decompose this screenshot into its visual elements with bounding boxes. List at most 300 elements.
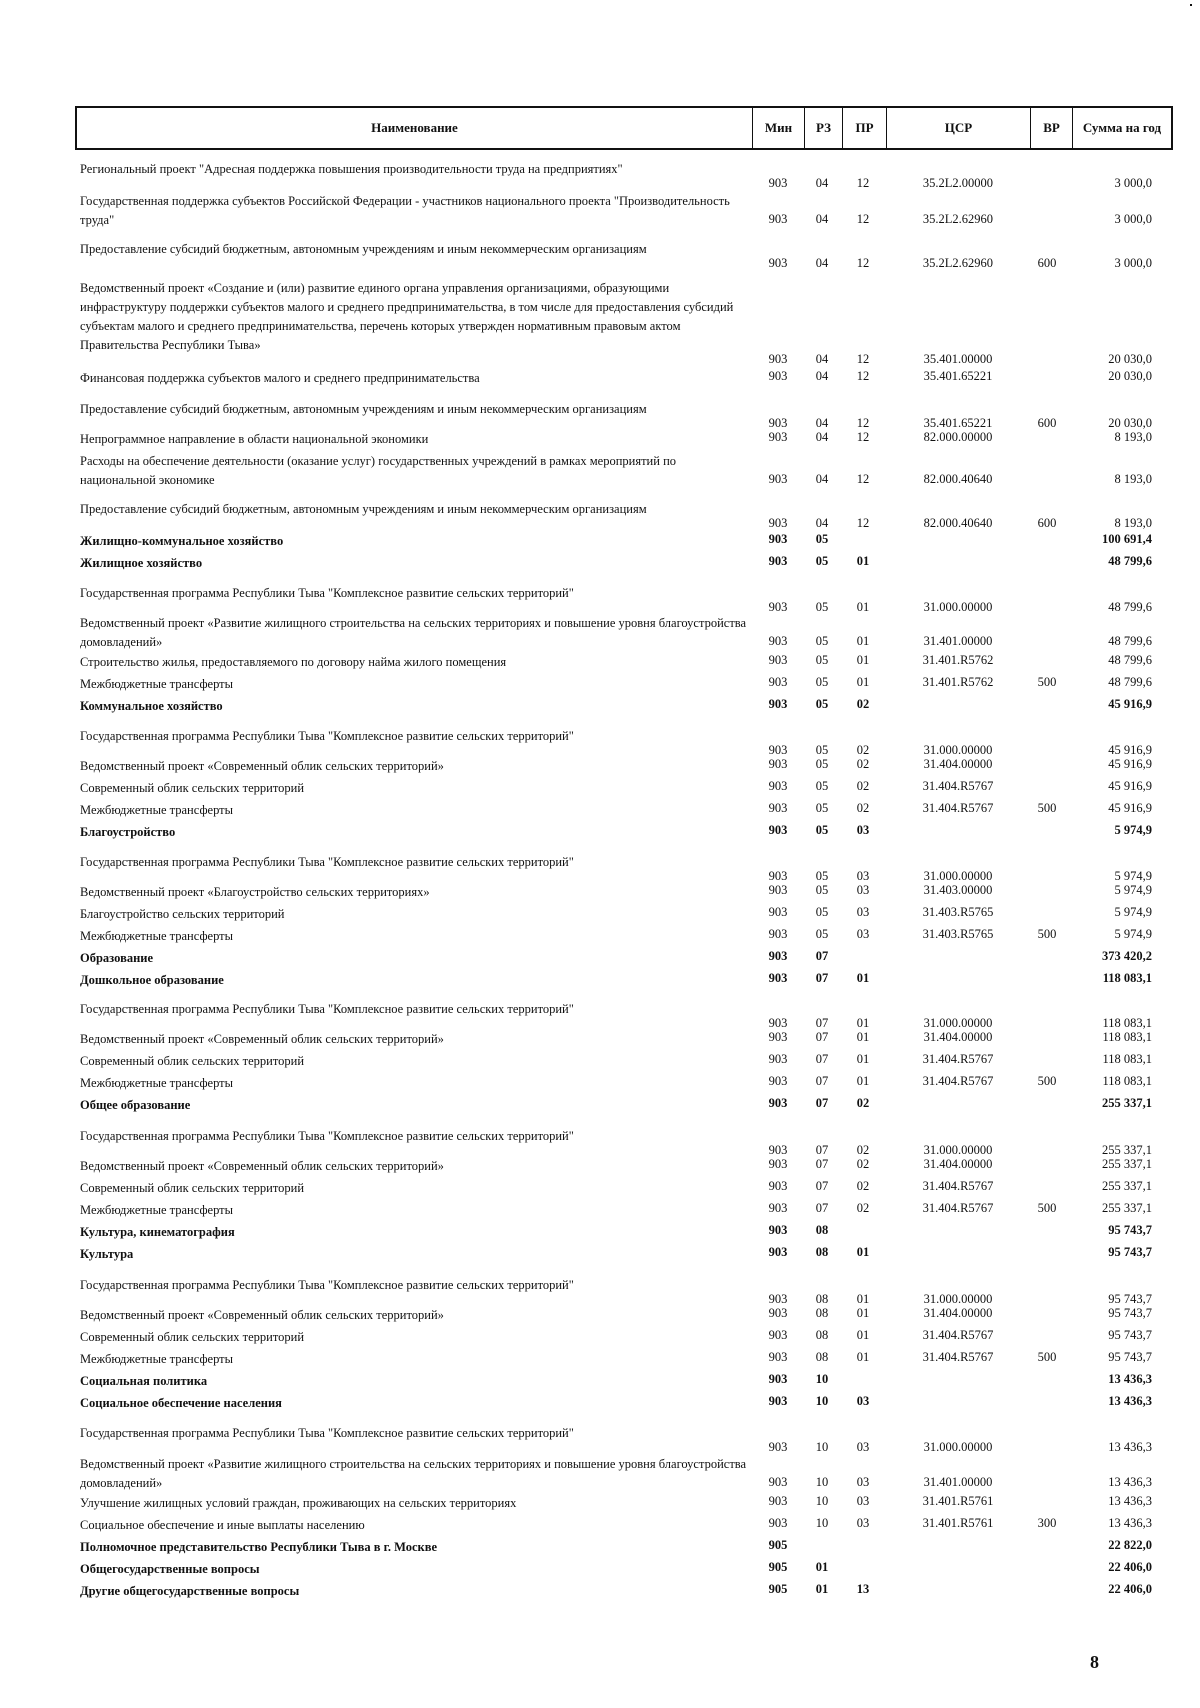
row-min: 903 xyxy=(768,1201,788,1215)
row-min: 903 xyxy=(768,1306,788,1320)
row-name: Предоставление субсидий бюджетным, автономным учреждениям и иным некоммерческим организациям xyxy=(80,502,647,516)
row-name: Расходы на обеспечение деятельности (оказание услуг) государственных учреждений в рамках мероприятий по национальной экономике xyxy=(80,454,677,487)
row-rz: 08 xyxy=(815,1292,829,1306)
row-rz: 05 xyxy=(815,743,829,757)
row-pr: 03 xyxy=(856,869,870,883)
row-name: Предоставление субсидий бюджетным, автономным учреждениям и иным некоммерческим организациям xyxy=(80,242,647,256)
row-csr: 35.2L2.62960 xyxy=(922,256,994,270)
header-pr: ПР xyxy=(843,108,887,148)
row-name: Ведомственный проект «Развитие жилищного строительства на сельских территориях и повышение уровня благоустройства домовладений» xyxy=(80,616,747,649)
row-rz: 10 xyxy=(815,1475,829,1489)
row-rz: 04 xyxy=(815,369,829,383)
row-min: 903 xyxy=(768,927,788,941)
row-pr: 02 xyxy=(856,779,870,793)
row-rz: 10 xyxy=(815,1394,829,1408)
header-csr: ЦСР xyxy=(887,108,1031,148)
row-sum: 45 916,9 xyxy=(1108,743,1152,757)
row-min: 903 xyxy=(768,883,788,897)
row-min: 903 xyxy=(768,1157,788,1171)
row-pr: 03 xyxy=(856,883,870,897)
row-name: Общегосударственные вопросы xyxy=(80,1562,260,1576)
row-name: Ведомственный проект «Благоустройство сельских территориях» xyxy=(80,885,430,899)
row-sum: 48 799,6 xyxy=(1108,634,1152,648)
row-vr: 500 xyxy=(1037,1201,1057,1215)
row-rz: 08 xyxy=(815,1350,829,1364)
row-vr: 500 xyxy=(1037,1350,1057,1364)
row-pr: 03 xyxy=(856,927,870,941)
row-pr: 02 xyxy=(856,743,870,757)
row-rz: 05 xyxy=(815,905,829,919)
row-pr: 01 xyxy=(856,1292,870,1306)
row-rz: 07 xyxy=(815,1016,829,1030)
header-min: Мин xyxy=(753,108,805,148)
row-csr: 35.401.65221 xyxy=(923,416,993,430)
row-pr: 01 xyxy=(856,634,870,648)
row-min: 903 xyxy=(768,1394,788,1408)
row-name: Межбюджетные трансферты xyxy=(80,677,234,691)
row-sum: 118 083,1 xyxy=(1102,1016,1152,1030)
row-csr: 31.000.00000 xyxy=(923,743,993,757)
row-sum: 95 743,7 xyxy=(1108,1223,1152,1237)
row-csr: 31.000.00000 xyxy=(923,1016,993,1030)
row-rz: 05 xyxy=(815,653,829,667)
row-min: 903 xyxy=(768,1016,788,1030)
row-pr: 12 xyxy=(856,352,870,366)
row-name: Улучшение жилищных условий граждан, проживающих на сельских территориях xyxy=(80,1496,517,1510)
row-pr: 12 xyxy=(856,430,870,444)
row-pr: 03 xyxy=(856,1475,870,1489)
row-sum: 95 743,7 xyxy=(1108,1328,1152,1342)
row-csr: 31.404.R5767 xyxy=(922,1350,994,1364)
row-sum: 3 000,0 xyxy=(1114,256,1152,270)
row-pr: 03 xyxy=(856,1516,870,1530)
row-rz: 04 xyxy=(815,430,829,444)
row-min: 903 xyxy=(768,1096,788,1110)
row-name: Культура, кинематография xyxy=(80,1225,235,1239)
row-csr: 31.404.00000 xyxy=(923,1306,993,1320)
row-pr: 01 xyxy=(856,554,870,568)
row-pr: 12 xyxy=(856,176,870,190)
row-csr: 31.403.R5765 xyxy=(922,927,994,941)
row-pr: 12 xyxy=(856,256,870,270)
row-pr: 02 xyxy=(856,757,870,771)
row-rz: 07 xyxy=(815,949,829,963)
row-name: Государственная программа Республики Тыва "Комплексное развитие сельских территорий" xyxy=(80,586,574,600)
row-csr: 31.404.R5767 xyxy=(922,1179,994,1193)
row-name: Государственная программа Республики Тыва "Комплексное развитие сельских территорий" xyxy=(80,1278,574,1292)
row-pr: 01 xyxy=(856,1306,870,1320)
row-min: 903 xyxy=(768,971,788,985)
row-rz: 05 xyxy=(815,554,829,568)
row-min: 903 xyxy=(768,653,788,667)
row-pr: 03 xyxy=(856,1494,870,1508)
row-name: Социальное обеспечение населения xyxy=(80,1396,282,1410)
row-rz: 05 xyxy=(815,801,829,815)
row-rz: 04 xyxy=(815,212,829,226)
row-csr: 31.404.R5767 xyxy=(922,1052,994,1066)
row-name: Межбюджетные трансферты xyxy=(80,803,234,817)
row-min: 903 xyxy=(768,1179,788,1193)
row-pr: 01 xyxy=(856,1016,870,1030)
row-rz: 05 xyxy=(815,757,829,771)
row-min: 903 xyxy=(768,416,788,430)
row-sum: 45 916,9 xyxy=(1108,757,1152,771)
row-sum: 48 799,6 xyxy=(1108,653,1152,667)
row-min: 903 xyxy=(768,1516,788,1530)
row-sum: 13 436,3 xyxy=(1108,1516,1152,1530)
row-sum: 22 406,0 xyxy=(1108,1560,1152,1574)
row-pr: 01 xyxy=(856,1245,870,1259)
row-name: Ведомственный проект «Современный облик сельских территорий» xyxy=(80,759,444,773)
row-rz: 05 xyxy=(815,883,829,897)
row-pr: 01 xyxy=(856,1030,870,1044)
row-pr: 02 xyxy=(856,1179,870,1193)
row-min: 903 xyxy=(768,634,788,648)
header-rz: РЗ xyxy=(805,108,843,148)
row-sum: 255 337,1 xyxy=(1102,1157,1152,1171)
row-pr: 12 xyxy=(856,416,870,430)
row-sum: 8 193,0 xyxy=(1114,516,1152,530)
row-csr: 82.000.00000 xyxy=(923,430,993,444)
row-min: 903 xyxy=(768,949,788,963)
row-rz: 05 xyxy=(815,697,829,711)
row-sum: 3 000,0 xyxy=(1114,176,1152,190)
row-rz: 07 xyxy=(815,1143,829,1157)
row-rz: 10 xyxy=(815,1494,829,1508)
row-sum: 100 691,4 xyxy=(1102,532,1152,546)
row-pr: 02 xyxy=(856,1157,870,1171)
row-min: 903 xyxy=(768,1223,788,1237)
row-name: Ведомственный проект «Создание и (или) развитие единого органа управления организациями, образующими инфраструктуру поддержки субъектов малого и среднего предпринимательства, в том числе для предоставления субсидий субъектам малого и среднего предпринимательства, перечень которых утвержден нормативным правовым актом Правительства Республики Тыва» xyxy=(80,281,734,352)
row-name: Ведомственный проект «Современный облик сельских территорий» xyxy=(80,1159,444,1173)
row-sum: 48 799,6 xyxy=(1108,675,1152,689)
row-pr: 02 xyxy=(856,697,870,711)
row-pr: 01 xyxy=(856,653,870,667)
row-pr: 01 xyxy=(856,1328,870,1342)
row-vr: 500 xyxy=(1037,801,1057,815)
row-pr: 02 xyxy=(856,1143,870,1157)
row-name: Ведомственный проект «Современный облик сельских территорий» xyxy=(80,1032,444,1046)
row-rz: 04 xyxy=(815,516,829,530)
row-min: 903 xyxy=(768,1475,788,1489)
row-sum: 5 974,9 xyxy=(1114,823,1152,837)
row-min: 903 xyxy=(768,743,788,757)
row-sum: 95 743,7 xyxy=(1108,1306,1152,1320)
row-sum: 5 974,9 xyxy=(1114,927,1152,941)
row-csr: 35.401.65221 xyxy=(923,369,993,383)
row-csr: 31.404.00000 xyxy=(923,1030,993,1044)
row-min: 905 xyxy=(768,1538,788,1552)
row-csr: 31.000.00000 xyxy=(923,600,993,614)
row-pr: 03 xyxy=(856,823,870,837)
row-sum: 45 916,9 xyxy=(1108,801,1152,815)
row-min: 903 xyxy=(768,430,788,444)
row-vr: 600 xyxy=(1037,516,1057,530)
row-name: Культура xyxy=(80,1247,134,1261)
row-rz: 08 xyxy=(815,1223,829,1237)
row-csr: 31.404.R5767 xyxy=(922,1201,994,1215)
row-rz: 07 xyxy=(815,971,829,985)
row-vr: 500 xyxy=(1037,675,1057,689)
row-min: 903 xyxy=(768,757,788,771)
row-sum: 20 030,0 xyxy=(1108,369,1152,383)
row-sum: 95 743,7 xyxy=(1108,1292,1152,1306)
row-name: Жилищное хозяйство xyxy=(80,556,203,570)
row-min: 903 xyxy=(768,1143,788,1157)
row-min: 903 xyxy=(768,472,788,486)
row-min: 903 xyxy=(768,516,788,530)
row-rz: 07 xyxy=(815,1201,829,1215)
row-pr: 12 xyxy=(856,212,870,226)
row-rz: 05 xyxy=(815,675,829,689)
row-pr: 02 xyxy=(856,1201,870,1215)
row-pr: 03 xyxy=(856,1394,870,1408)
row-name: Жилищно-коммунальное хозяйство xyxy=(80,534,284,548)
row-sum: 255 337,1 xyxy=(1102,1201,1152,1215)
row-csr: 31.401.R5761 xyxy=(922,1516,994,1530)
row-sum: 13 436,3 xyxy=(1108,1475,1152,1489)
row-name: Коммунальное хозяйство xyxy=(80,699,223,713)
row-rz: 07 xyxy=(815,1179,829,1193)
row-name: Социальное обеспечение и иные выплаты населению xyxy=(80,1518,365,1532)
row-min: 903 xyxy=(768,600,788,614)
row-sum: 118 083,1 xyxy=(1102,1030,1152,1044)
row-csr: 35.2L2.00000 xyxy=(922,176,994,190)
row-pr: 12 xyxy=(856,472,870,486)
row-sum: 13 436,3 xyxy=(1108,1440,1152,1454)
row-vr: 500 xyxy=(1037,1074,1057,1088)
row-csr: 31.404.R5767 xyxy=(922,801,994,815)
row-csr: 31.401.R5762 xyxy=(922,653,994,667)
row-rz: 07 xyxy=(815,1030,829,1044)
row-sum: 5 974,9 xyxy=(1114,883,1152,897)
row-name: Современный облик сельских территорий xyxy=(80,781,305,795)
row-min: 903 xyxy=(768,554,788,568)
row-name: Современный облик сельских территорий xyxy=(80,1330,305,1344)
row-name: Государственная поддержка субъектов Российской Федерации - участников национального проекта "Производительность труда" xyxy=(80,194,730,227)
row-csr: 31.404.00000 xyxy=(923,757,993,771)
row-rz: 10 xyxy=(815,1440,829,1454)
row-csr: 31.404.00000 xyxy=(923,1157,993,1171)
row-pr: 01 xyxy=(856,1350,870,1364)
row-name: Межбюджетные трансферты xyxy=(80,1203,234,1217)
row-csr: 35.2L2.62960 xyxy=(922,212,994,226)
row-min: 905 xyxy=(768,1560,788,1574)
row-csr: 31.403.00000 xyxy=(923,883,993,897)
row-sum: 20 030,0 xyxy=(1108,352,1152,366)
row-rz: 05 xyxy=(815,869,829,883)
row-name: Государственная программа Республики Тыва "Комплексное развитие сельских территорий" xyxy=(80,1129,574,1143)
row-min: 903 xyxy=(768,176,788,190)
row-rz: 05 xyxy=(815,779,829,793)
row-rz: 04 xyxy=(815,352,829,366)
row-rz: 08 xyxy=(815,1306,829,1320)
row-csr: 35.401.00000 xyxy=(923,352,993,366)
row-pr: 01 xyxy=(856,1074,870,1088)
row-pr: 01 xyxy=(856,675,870,689)
row-rz: 07 xyxy=(815,1074,829,1088)
row-csr: 31.404.R5767 xyxy=(922,1074,994,1088)
header-vr: ВР xyxy=(1031,108,1073,148)
row-sum: 95 743,7 xyxy=(1108,1350,1152,1364)
row-min: 903 xyxy=(768,779,788,793)
row-name: Государственная программа Республики Тыва "Комплексное развитие сельских территорий" xyxy=(80,1002,574,1016)
row-vr: 600 xyxy=(1037,256,1057,270)
row-rz: 01 xyxy=(815,1582,829,1596)
row-sum: 13 436,3 xyxy=(1108,1372,1152,1386)
row-sum: 118 083,1 xyxy=(1102,1052,1152,1066)
row-csr: 31.401.R5762 xyxy=(922,675,994,689)
row-min: 903 xyxy=(768,369,788,383)
row-rz: 07 xyxy=(815,1096,829,1110)
row-rz: 08 xyxy=(815,1328,829,1342)
row-name: Государственная программа Республики Тыва "Комплексное развитие сельских территорий" xyxy=(80,1426,574,1440)
row-min: 903 xyxy=(768,1372,788,1386)
row-name: Государственная программа Республики Тыва "Комплексное развитие сельских территорий" xyxy=(80,855,574,869)
row-vr: 300 xyxy=(1037,1516,1057,1530)
row-name: Межбюджетные трансферты xyxy=(80,929,234,943)
row-csr: 82.000.40640 xyxy=(923,472,993,486)
row-name: Непрограммное направление в области национальной экономики xyxy=(80,432,429,446)
row-pr: 02 xyxy=(856,1096,870,1110)
row-rz: 05 xyxy=(815,927,829,941)
row-name: Дошкольное образование xyxy=(80,973,224,987)
row-name: Образование xyxy=(80,951,154,965)
row-min: 903 xyxy=(768,1350,788,1364)
row-name: Общее образование xyxy=(80,1098,191,1112)
row-min: 903 xyxy=(768,697,788,711)
row-csr: 31.401.00000 xyxy=(923,1475,993,1489)
row-name: Ведомственный проект «Современный облик сельских территорий» xyxy=(80,1308,444,1322)
row-rz: 04 xyxy=(815,176,829,190)
row-sum: 5 974,9 xyxy=(1114,905,1152,919)
row-name: Благоустройство сельских территорий xyxy=(80,907,285,921)
row-sum: 255 337,1 xyxy=(1102,1179,1152,1193)
row-sum: 45 916,9 xyxy=(1108,779,1152,793)
row-sum: 95 743,7 xyxy=(1108,1245,1152,1259)
row-name: Межбюджетные трансферты xyxy=(80,1076,234,1090)
row-rz: 07 xyxy=(815,1157,829,1171)
row-vr: 500 xyxy=(1037,927,1057,941)
row-csr: 31.000.00000 xyxy=(923,869,993,883)
row-csr: 31.000.00000 xyxy=(923,1292,993,1306)
row-name: Финансовая поддержка субъектов малого и среднего предпринимательства xyxy=(80,371,480,385)
row-min: 903 xyxy=(768,1494,788,1508)
row-min: 903 xyxy=(768,1292,788,1306)
row-min: 903 xyxy=(768,1052,788,1066)
row-min: 903 xyxy=(768,801,788,815)
row-rz: 10 xyxy=(815,1516,829,1530)
row-csr: 82.000.40640 xyxy=(923,516,993,530)
row-name: Предоставление субсидий бюджетным, автономным учреждениям и иным некоммерческим организациям xyxy=(80,402,647,416)
row-min: 903 xyxy=(768,352,788,366)
row-sum: 48 799,6 xyxy=(1108,600,1152,614)
row-pr: 03 xyxy=(856,905,870,919)
row-csr: 31.404.R5767 xyxy=(922,1328,994,1342)
row-sum: 255 337,1 xyxy=(1102,1143,1152,1157)
row-name: Благоустройство xyxy=(80,825,176,839)
row-name: Строительство жилья, предоставляемого по договору найма жилого помещения xyxy=(80,655,507,669)
row-pr: 02 xyxy=(856,801,870,815)
row-csr: 31.401.R5761 xyxy=(922,1494,994,1508)
row-rz: 08 xyxy=(815,1245,829,1259)
header-sum: Сумма на год xyxy=(1082,120,1162,135)
row-pr: 12 xyxy=(856,516,870,530)
row-csr: 31.000.00000 xyxy=(923,1440,993,1454)
row-csr: 31.401.00000 xyxy=(923,634,993,648)
row-csr: 31.000.00000 xyxy=(923,1143,993,1157)
row-sum: 255 337,1 xyxy=(1102,1096,1152,1110)
row-name: Государственная программа Республики Тыва "Комплексное развитие сельских территорий" xyxy=(80,729,574,743)
row-sum: 8 193,0 xyxy=(1114,430,1152,444)
row-min: 903 xyxy=(768,823,788,837)
row-min: 903 xyxy=(768,1328,788,1342)
row-sum: 13 436,3 xyxy=(1108,1494,1152,1508)
row-sum: 3 000,0 xyxy=(1114,212,1152,226)
row-name: Социальная политика xyxy=(80,1374,208,1388)
row-sum: 5 974,9 xyxy=(1114,869,1152,883)
row-sum: 8 193,0 xyxy=(1114,472,1152,486)
row-name: Современный облик сельских территорий xyxy=(80,1181,305,1195)
row-sum: 118 083,1 xyxy=(1102,971,1152,985)
row-pr: 01 xyxy=(856,1052,870,1066)
row-csr: 31.403.R5765 xyxy=(922,905,994,919)
row-min: 903 xyxy=(768,532,788,546)
row-pr: 13 xyxy=(856,1582,870,1596)
row-min: 903 xyxy=(768,1074,788,1088)
row-rz: 10 xyxy=(815,1372,829,1386)
row-name: Ведомственный проект «Развитие жилищного строительства на сельских территориях и повышение уровня благоустройства домовладений» xyxy=(80,1457,747,1490)
row-pr: 01 xyxy=(856,600,870,614)
row-rz: 01 xyxy=(815,1560,829,1574)
row-name: Межбюджетные трансферты xyxy=(80,1352,234,1366)
row-name: Современный облик сельских территорий xyxy=(80,1054,305,1068)
row-min: 905 xyxy=(768,1582,788,1596)
row-name: Полномочное представительство Республики Тыва в г. Москве xyxy=(80,1540,438,1554)
row-rz: 05 xyxy=(815,823,829,837)
row-min: 903 xyxy=(768,905,788,919)
row-rz: 05 xyxy=(815,532,829,546)
row-csr: 31.404.R5767 xyxy=(922,779,994,793)
row-pr: 12 xyxy=(856,369,870,383)
row-min: 903 xyxy=(768,212,788,226)
row-rz: 04 xyxy=(815,256,829,270)
row-sum: 22 406,0 xyxy=(1108,1582,1152,1596)
row-sum: 22 822,0 xyxy=(1108,1538,1152,1552)
row-pr: 03 xyxy=(856,1440,870,1454)
row-sum: 20 030,0 xyxy=(1108,416,1152,430)
row-rz: 07 xyxy=(815,1052,829,1066)
row-sum: 118 083,1 xyxy=(1102,1074,1152,1088)
row-vr: 600 xyxy=(1037,416,1057,430)
row-min: 903 xyxy=(768,1245,788,1259)
page-number: 8 xyxy=(1090,1652,1099,1672)
row-min: 903 xyxy=(768,1030,788,1044)
row-rz: 04 xyxy=(815,472,829,486)
row-name: Другие общегосударственные вопросы xyxy=(80,1584,300,1598)
row-sum: 13 436,3 xyxy=(1108,1394,1152,1408)
row-min: 903 xyxy=(768,675,788,689)
row-min: 903 xyxy=(768,869,788,883)
row-min: 903 xyxy=(768,256,788,270)
row-rz: 05 xyxy=(815,634,829,648)
row-sum: 45 916,9 xyxy=(1108,697,1152,711)
row-rz: 04 xyxy=(815,416,829,430)
row-pr: 01 xyxy=(856,971,870,985)
header-name: Наименование xyxy=(77,108,753,148)
row-rz: 05 xyxy=(815,600,829,614)
row-name: Региональный проект "Адресная поддержка повышения производительности труда на предприятиях" xyxy=(80,162,623,176)
